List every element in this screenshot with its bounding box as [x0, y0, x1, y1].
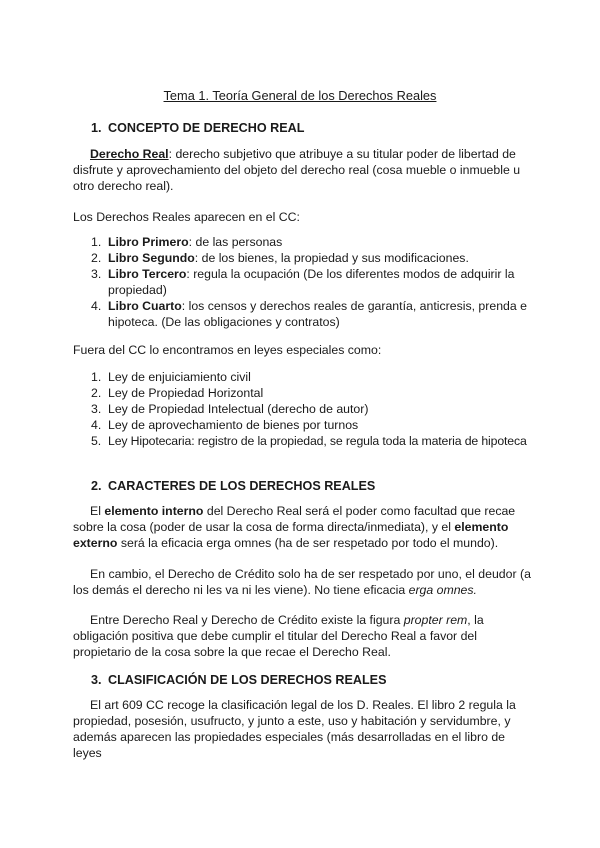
- list-item: 5. Ley Hipotecaria: registro de la propiedad, se regula toda la materia de hipoteca: [91, 434, 527, 448]
- special-laws-list: [91, 369, 551, 449]
- section-title: CONCEPTO DE DERECHO REAL: [108, 121, 305, 135]
- outside-cc-paragraph: Fuera del CC lo encontramos en leyes especiales como:: [73, 343, 382, 357]
- definition-text: : derecho subjetivo que atribuye a su titular poder de libertad de disfrute y aprovechamiento del objeto del derecho real (cosa mueble o inmueble u otro derecho real).: [73, 147, 521, 193]
- list-item: 2. Ley de Propiedad Horizontal: [91, 386, 264, 400]
- list-item: 1. Ley de enjuiciamiento civil: [91, 370, 251, 384]
- list-item: 2. Libro Segundo: de los bienes, la propiedad y sus modificaciones.: [91, 251, 469, 265]
- cc-books-list: [91, 234, 536, 330]
- caracteres-paragraph-2: En cambio, el Derecho de Crédito solo ha de ser respetado por uno, el deudor (a los demás el derecho ni les va ni les viene). No tiene eficacia erga omnes.: [73, 567, 531, 597]
- clasificacion-paragraph-1: El art 609 CC recoge la clasificación legal de los D. Reales. El libro 2 regula la propiedad, posesión, usufructo, y junto a este, uso y habitación y servidumbre, y además aparecen las propiedades especiales (más desarrolladas en el libro de leyes: [73, 698, 516, 760]
- caracteres-paragraph-1: El elemento interno del Derecho Real será el poder como facultad que recae sobre la cosa (poder de usar la cosa de forma directa/inmediata), y el elemento externo será la eficacia erga omnes (ha de ser respetado por todo el mundo).: [73, 504, 516, 550]
- list-item: 3. Ley de Propiedad Intelectual (derecho de autor): [91, 402, 369, 416]
- section-title: CARACTERES DE LOS DERECHOS REALES: [108, 479, 376, 493]
- page-title: Tema 1. Teoría General de los Derechos Reales: [163, 88, 437, 103]
- section-title: CLASIFICACIÓN DE LOS DERECHOS REALES: [108, 673, 387, 687]
- section-number: 1.: [91, 121, 102, 135]
- caracteres-paragraph-3: Entre Derecho Real y Derecho de Crédito existe la figura propter rem, la obligación positiva que debe cumplir el titular del Derecho Real a favor del propietario de la cosa sobre la que recae el Derecho Real.: [73, 613, 484, 659]
- cc-intro-paragraph: Los Derechos Reales aparecen en el CC:: [73, 210, 300, 224]
- section-heading-2: [91, 478, 375, 494]
- section-heading-3: [91, 672, 386, 688]
- list-item: 1. Libro Primero: de las personas: [91, 235, 283, 249]
- list-item: 4. Libro Cuarto: los censos y derechos reales de garantía, anticresis, prenda e hipoteca. (De las obligaciones y contratos): [91, 299, 527, 329]
- list-item: 3. Libro Tercero: regula la ocupación (De los diferentes modos de adquirir la propiedad): [91, 267, 515, 297]
- list-item: 4. Ley de aprovechamiento de bienes por turnos: [91, 418, 359, 432]
- section-heading-1: [91, 120, 304, 136]
- definition-term: Derecho Real: [90, 147, 169, 161]
- definition-paragraph: [73, 146, 533, 194]
- section-number: 2.: [91, 479, 102, 493]
- section-number: 3.: [91, 673, 102, 687]
